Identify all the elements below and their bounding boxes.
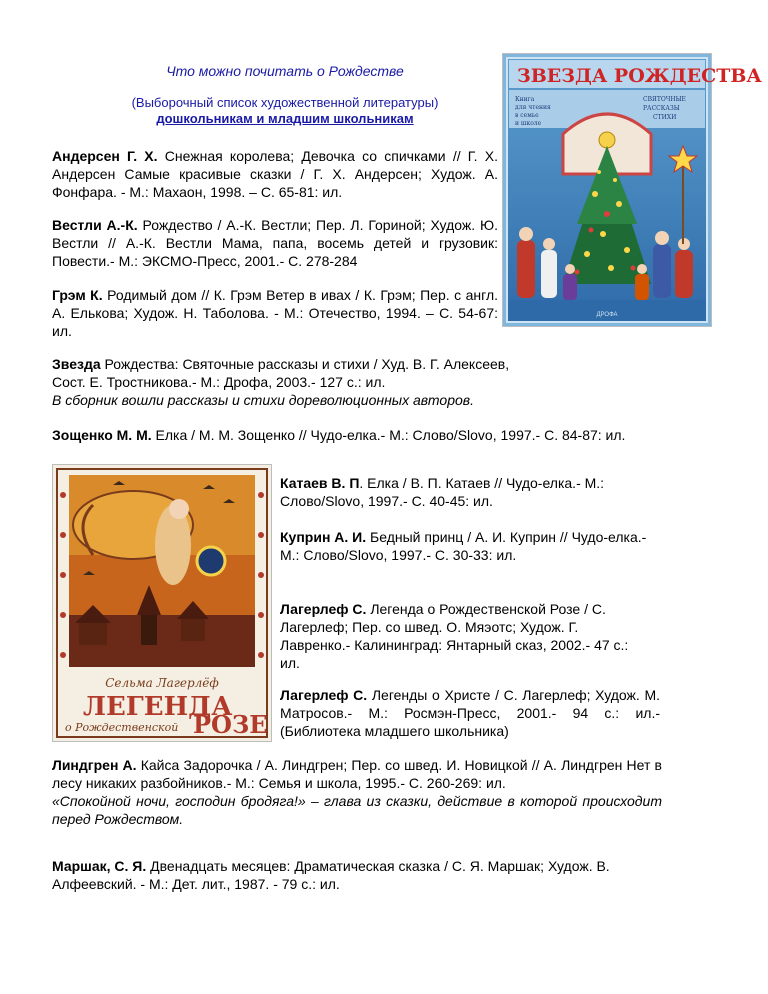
book-cover-star: [502, 53, 762, 327]
entry-text: Бедный принц / А. И. Куприн // Чудо-елка.- М.: Слово/Slovo, 1997.- С. 30-33: ил.: [280, 529, 647, 563]
svg-text:о Рождественской: о Рождественской: [65, 721, 179, 734]
entry-author: Куприн А. И.: [280, 529, 367, 545]
entry-zoshchenko: [52, 426, 662, 444]
book-cover-legend: [52, 464, 272, 742]
page-title: Что можно почитать о Рождестве: [166, 63, 404, 79]
entry-author: Лагерлеф С.: [280, 601, 367, 617]
subtitle-text: (Выборочный список художественной литературы): [131, 95, 439, 110]
entry-lindgren: [52, 756, 662, 828]
star-cover-illustration: [503, 54, 762, 326]
entry-author: Катаев В. П: [280, 475, 360, 491]
svg-text:Книга: Книга: [515, 96, 535, 103]
entry-lagerlef-1: [280, 600, 650, 672]
entry-text: . Елка / В. П. Катаев // Чудо-елка.- М.: Слово/Slovo, 1997.- С. 40-45: ил.: [280, 475, 605, 509]
legend-cover-illustration: [53, 465, 271, 741]
entry-zvezda: [52, 355, 512, 409]
page-subtitle: [95, 95, 475, 127]
entry-text: Рождество / А.-К. Вестли; Пер. Л. Гориной; Худож. Ю. Вестли // А.-К. Вестли Мама, папа, восемь детей и грузовик: Повести.- М.: ЭКСМО-Пресс, 2001.- С. 278-284: [52, 217, 499, 269]
entry-text: Снежная королева; Девочка со спичками // Г. Х. Андерсен Самые красивые сказки / Г. Х. Андерсен; Худож. А. Фонфара. - М.: Махаон, 1998. – С. 65-81: ил.: [52, 148, 499, 200]
entry-author: Маршак, С. Я.: [52, 858, 147, 874]
entry-text: Легенды о Христе / С. Лагерлеф; Худож. М. Матросов.- М.: Росмэн-Пресс, 2001.- 94 с.: ил.- (Библиотека младшего школьника): [280, 687, 661, 739]
entry-grem: [52, 286, 498, 340]
entry-text: Кайса Задорочка / А. Линдгрен; Пер. со швед. И. Новицкой // А. Линдгрен Нет в лесу никаких разбойников.- М.: Семья и школа, 1995.- С. 260-269: ил.: [52, 757, 662, 791]
entry-author: Зощенко М. М.: [52, 427, 152, 443]
entry-author: Андерсен Г. Х.: [52, 148, 158, 164]
entry-marshak: [52, 857, 662, 893]
star-cover-title: ЗВЕЗДА РОЖДЕСТВА: [517, 65, 762, 87]
svg-text:РОЗЕ: РОЗЕ: [193, 710, 268, 739]
svg-text:в семье: в семье: [515, 112, 539, 119]
entry-andersen: [52, 147, 498, 201]
entry-vestli: [52, 216, 498, 270]
entry-author: Линдгрен А.: [52, 757, 137, 773]
svg-text:СВЯТОЧНЫЕ: СВЯТОЧНЫЕ: [643, 96, 686, 103]
entry-lagerlef-2: [280, 686, 660, 740]
entry-note: В сборник вошли рассказы и стихи дореволюционных авторов.: [52, 392, 474, 408]
svg-text:СТИХИ: СТИХИ: [653, 114, 677, 121]
svg-text:РАССКАЗЫ: РАССКАЗЫ: [643, 105, 680, 112]
entry-author: Лагерлеф С.: [280, 687, 368, 703]
entry-text: Елка / М. М. Зощенко // Чудо-елка.- М.: Слово/Slovo, 1997.- С. 84-87: ил.: [155, 427, 626, 443]
entry-text: Легенда о Рождественской Розе / С. Лагерлеф; Пер. со швед. О. Мяэотс; Худож. Г. Лавренко.- Калининград: Янтарный сказ, 2002.- 47 с.: ил.: [280, 601, 629, 671]
entry-note: «Спокойной ночи, господин бродяга!» – глава из сказки, действие в которой происходит перед Рождеством.: [52, 793, 662, 827]
svg-text:ДРОФА: ДРОФА: [596, 312, 618, 318]
entry-kataev: [280, 474, 660, 510]
audience-link[interactable]: дошкольникам и младшим школьникам: [156, 111, 414, 126]
svg-text:для чтения: для чтения: [515, 104, 551, 111]
svg-text:и школе: и школе: [515, 120, 542, 127]
entry-author: Звезда: [52, 356, 101, 372]
entry-kuprin: [280, 528, 660, 564]
entry-text: Родимый дом // К. Грэм Ветер в ивах / К. Грэм; Пер. с англ. А. Елькова; Худож. Н. Таболова. - М.: Отечество, 1994. – С. 54-67: ил.: [52, 287, 499, 339]
entry-author: Вестли А.-К.: [52, 217, 138, 233]
legend-cover-author: Сельма Лагерлёф: [105, 676, 219, 690]
entry-author: Грэм К.: [52, 287, 103, 303]
entry-text: Рождества: Святочные рассказы и стихи / Худ. В. Г. Алексеев, Сост. Е. Тростникова.- М.: Дрофа, 2003.- 127 с.: ил.: [52, 356, 510, 390]
entry-text: Двенадцать месяцев: Драматическая сказка / С. Я. Маршак; Худож. В. Алфеевский. - М.: Дет. лит., 1987. - 79 с.: ил.: [52, 858, 610, 892]
legend-cover-title: ЛЕГЕНДА: [83, 692, 233, 722]
